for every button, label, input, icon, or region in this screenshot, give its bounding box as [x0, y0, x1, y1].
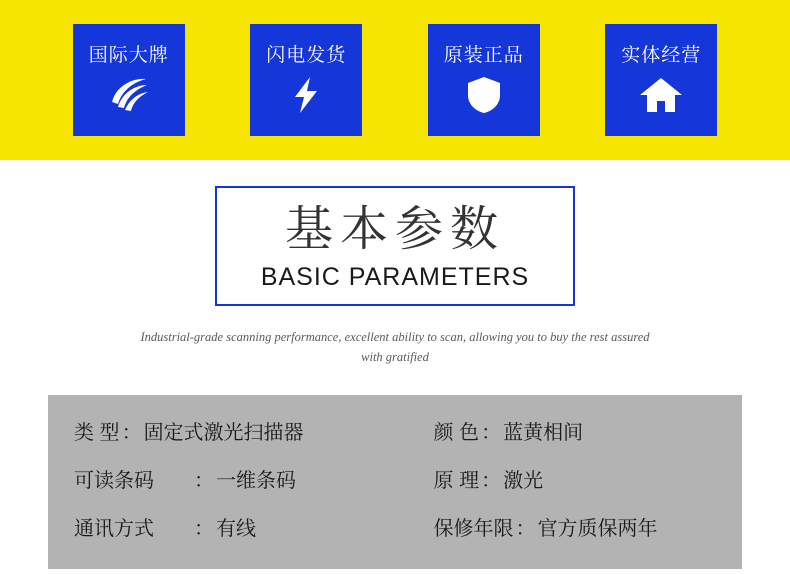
spec-value: 一维条码 [216, 469, 296, 492]
page-title-en: BASIC PARAMETERS [260, 263, 530, 292]
specs-panel [48, 395, 742, 569]
page-title-cn: 基本参数 [284, 203, 505, 256]
feature-badge-label: 闪电发货 [266, 44, 347, 66]
spec-value: 激光 [503, 469, 544, 492]
spec-item-type [74, 413, 434, 453]
spec-key: 原 理 [433, 469, 480, 492]
swoosh-icon [106, 75, 152, 115]
spec-row [74, 461, 716, 501]
spec-value: 有线 [216, 517, 256, 540]
feature-badge-label: 实体经营 [621, 44, 702, 66]
title-box [215, 186, 575, 306]
spec-row [74, 509, 716, 549]
spec-item-warranty [434, 509, 716, 549]
lightning-bolt-icon [283, 75, 329, 115]
shield-icon [461, 75, 507, 115]
feature-badge-label: 国际大牌 [88, 44, 169, 66]
spec-item-principle [434, 461, 716, 501]
feature-badge-store [605, 24, 717, 136]
section-title-area [0, 160, 790, 367]
spec-separator: ： [194, 517, 214, 540]
spec-key: 颜 色 [433, 421, 480, 444]
feature-badge-shipping [250, 24, 362, 136]
spec-item-interface [74, 509, 434, 549]
spec-item-color [434, 413, 716, 453]
spec-value: 固定式激光扫描器 [143, 421, 304, 444]
spec-key: 类 型 [74, 421, 120, 444]
page-subtitle: Industrial-grade scanning performance, excellent ability to scan, allowing you to buy the rest assured with gratified [140, 330, 650, 364]
feature-banner [0, 0, 790, 160]
feature-badge-label: 原装正品 [443, 44, 524, 66]
spec-separator: ： [121, 421, 142, 444]
spec-separator: ： [481, 469, 502, 492]
spec-value: 官方质保两年 [537, 517, 658, 540]
feature-badge-brand [73, 24, 185, 136]
home-icon [638, 75, 684, 115]
spec-value: 蓝黄相间 [503, 421, 584, 444]
spec-separator: ： [481, 421, 502, 444]
feature-badge-genuine [428, 24, 540, 136]
spec-key: 可读条码 [74, 469, 154, 492]
spec-key: 通讯方式 [74, 517, 154, 540]
spec-row [74, 413, 716, 453]
spec-item-barcode [74, 461, 434, 501]
spec-separator: ： [194, 469, 214, 492]
spec-key: 保修年限 [433, 517, 514, 540]
spec-separator: ： [515, 517, 536, 540]
